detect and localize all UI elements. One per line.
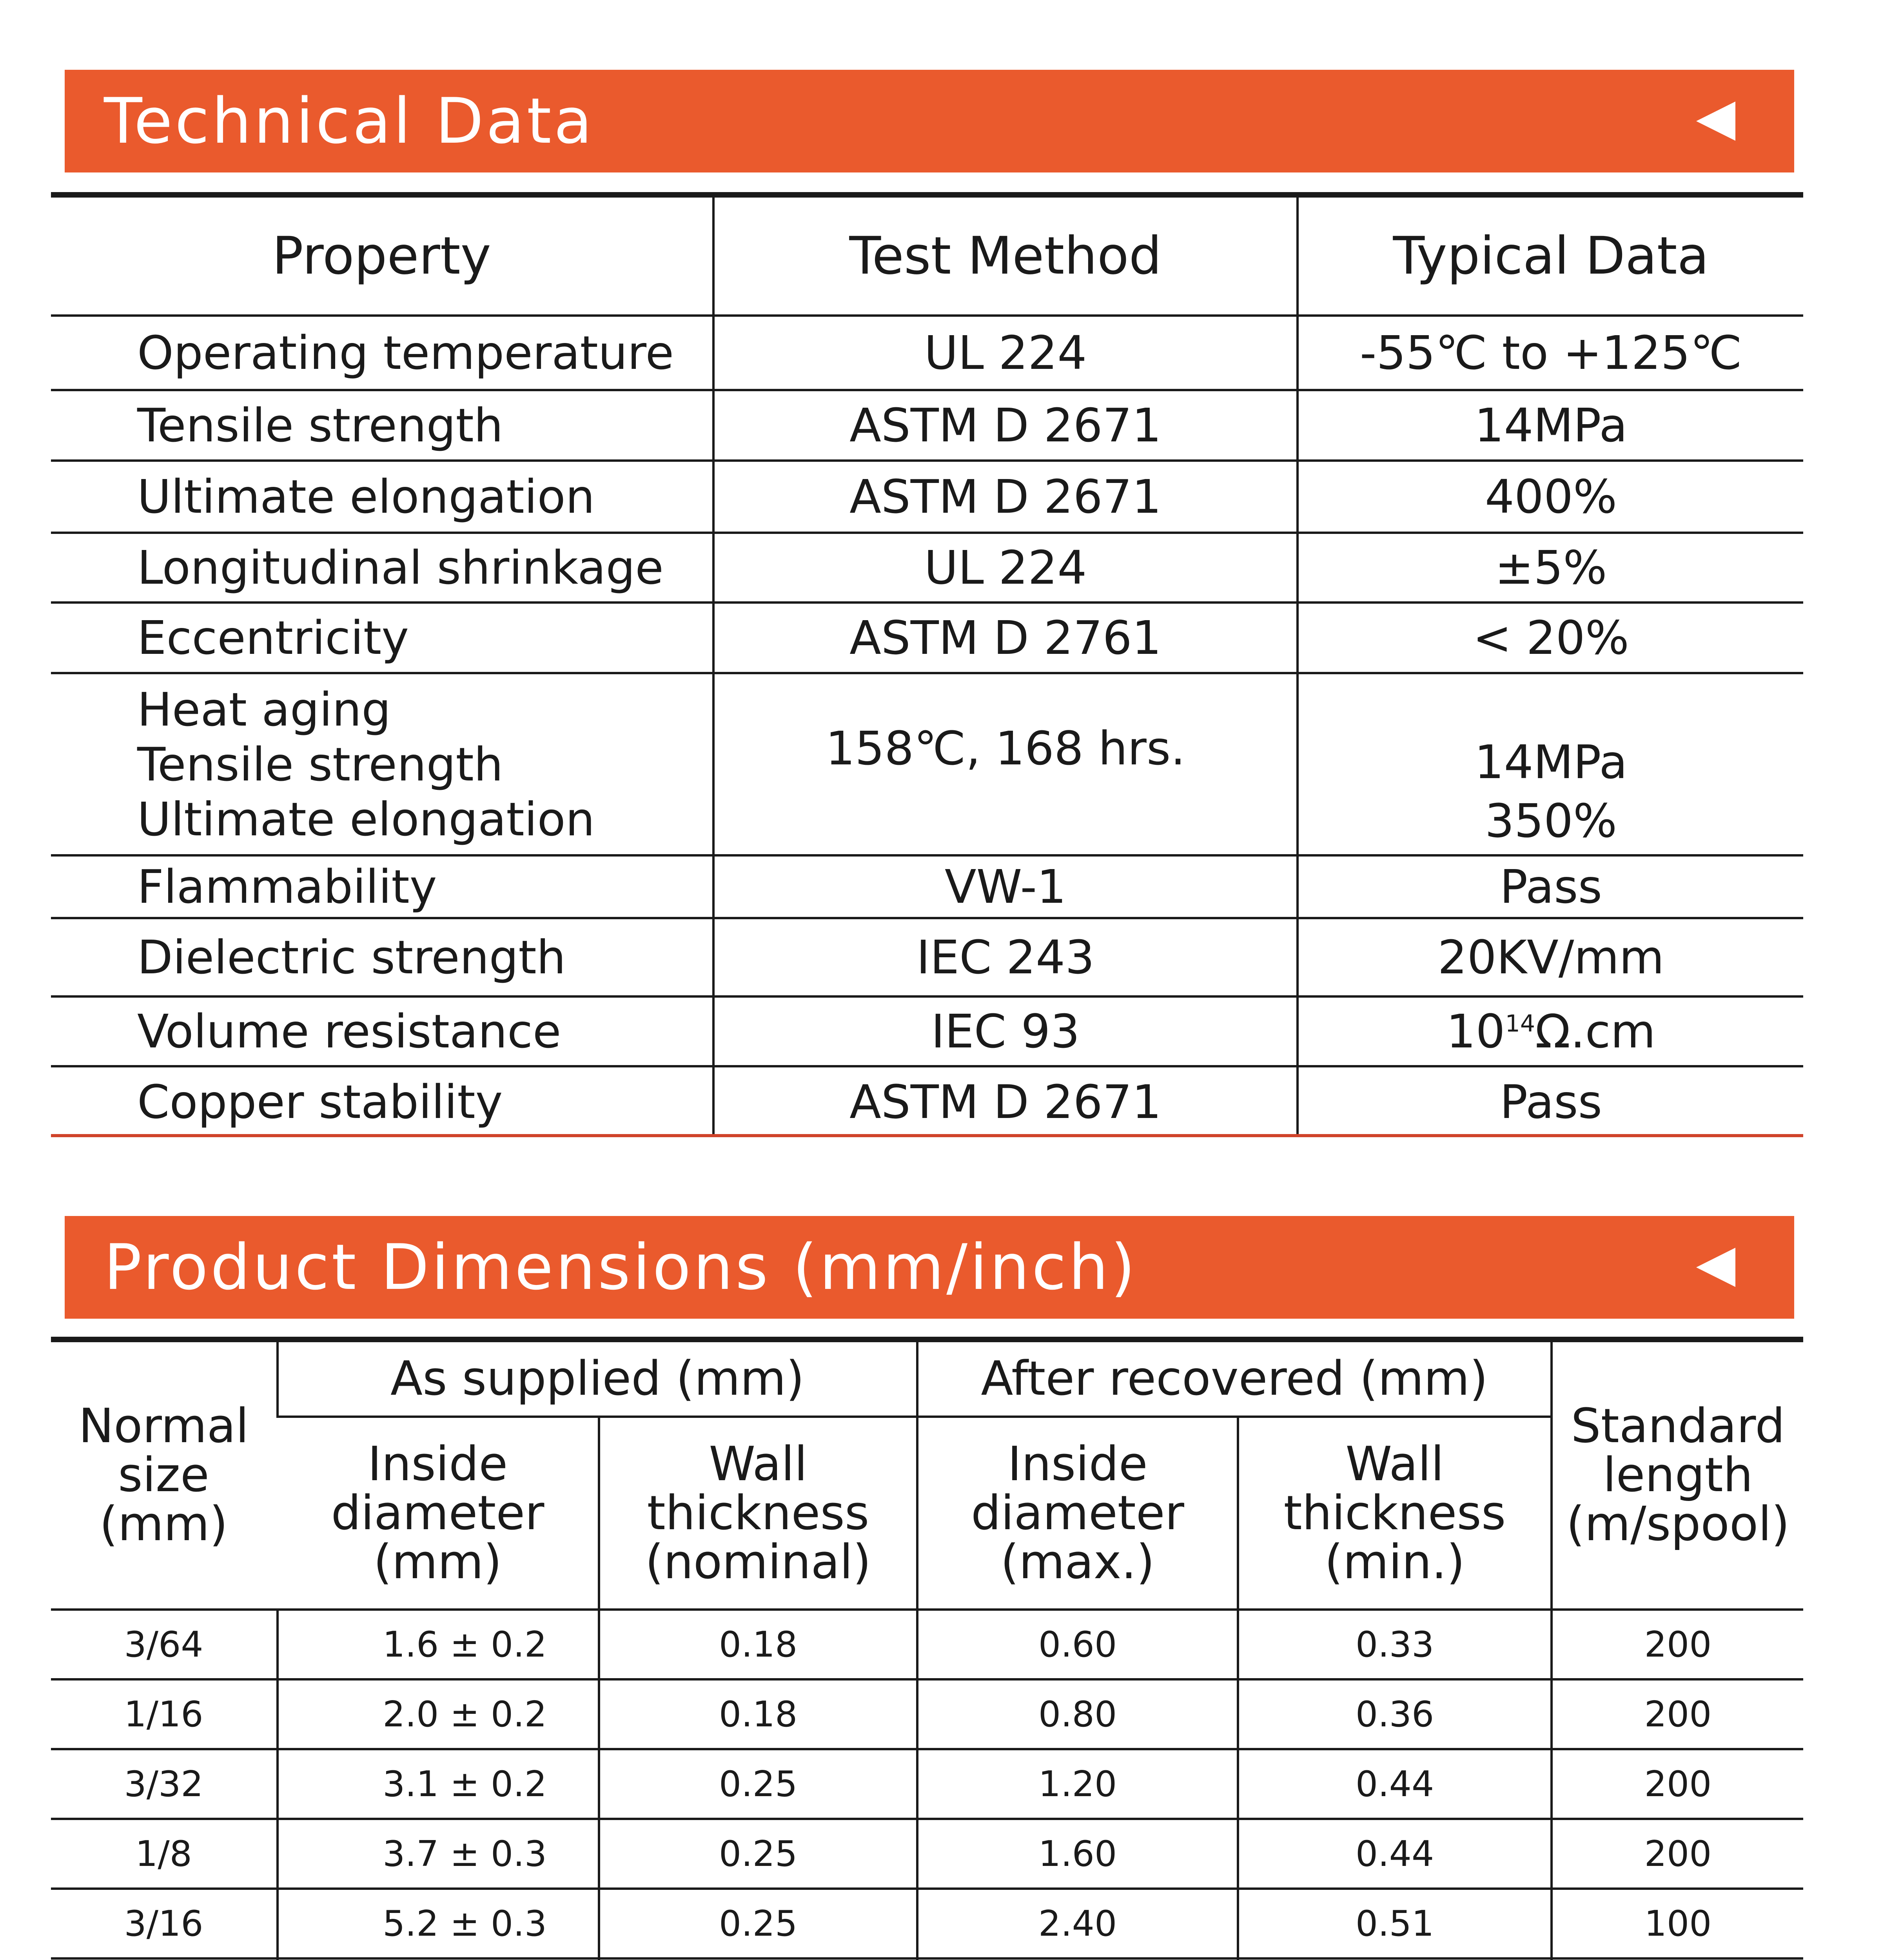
table-row: [51, 1749, 1803, 1819]
row-property: Dielectric strength: [51, 918, 713, 996]
row-typical-data: < 20%: [1298, 603, 1803, 673]
cell-normal-size: 1/8: [51, 1819, 278, 1889]
row-typical-data: ±5%: [1298, 533, 1803, 603]
product-dimensions-table: [51, 1342, 1803, 1960]
cell-standard-length: [1552, 1958, 1803, 1960]
header-inside-diameter-max: Inside diameter (max.): [917, 1417, 1238, 1610]
row-property: Eccentricity: [51, 603, 713, 673]
technical-bottom-rule: [51, 1134, 1803, 1137]
row-property: [51, 673, 713, 855]
header-wall-thickness-min: Wall thickness (min.): [1238, 1417, 1552, 1610]
cell-inside-diameter-max: 1.60: [917, 1819, 1238, 1889]
cell-standard-length: 100: [1552, 1889, 1803, 1958]
cell-inside-diameter: [278, 1958, 599, 1960]
table-row: [51, 1819, 1803, 1889]
cell-normal-size: 3/64: [51, 1610, 278, 1679]
table-row: [51, 1889, 1803, 1958]
technical-data-banner: [65, 70, 1794, 172]
row-typical-data: [1298, 996, 1803, 1066]
cell-inside-diameter: 3.1 ± 0.2: [278, 1749, 599, 1819]
heat-aging-label: Heat aging: [137, 682, 391, 737]
row-test-method: UL 224: [713, 316, 1298, 390]
row-typical-data: 20KV/mm: [1298, 918, 1803, 996]
cell-wall-thickness-nominal: 0.18: [599, 1679, 917, 1749]
cell-inside-diameter-max: 1.20: [917, 1749, 1238, 1819]
cell-wall-thickness-min: 0.44: [1238, 1749, 1552, 1819]
table-row: [51, 918, 1803, 996]
table-row: [51, 1610, 1803, 1679]
dimensions-banner: [65, 1216, 1794, 1319]
cell-wall-thickness-nominal: 0.18: [599, 1610, 917, 1679]
technical-data-title: Technical Data: [104, 84, 595, 158]
cell-wall-thickness-min: 0.51: [1238, 1889, 1552, 1958]
row-typical-data: -55℃ to +125℃: [1298, 316, 1803, 390]
row-property: Tensile strength: [51, 390, 713, 461]
group-header-row: [51, 1342, 1803, 1417]
cell-normal-size: 3/32: [51, 1749, 278, 1819]
ultimate-elongation-label: Ultimate elongation: [137, 792, 595, 846]
technical-data-table: [51, 198, 1803, 1136]
header-standard-length: Standard length (m/spool): [1552, 1342, 1803, 1610]
cell-standard-length: 200: [1552, 1679, 1803, 1749]
row-property: Ultimate elongation: [51, 461, 713, 533]
resistance-base: 10: [1446, 1004, 1505, 1058]
dimensions-title: Product Dimensions (mm/inch): [104, 1230, 1138, 1304]
table-row-heat-aging: [51, 673, 1803, 855]
row-test-method: ASTM D 2671: [713, 390, 1298, 461]
row-property: Volume resistance: [51, 996, 713, 1066]
header-normal-size: Normal size (mm): [51, 1342, 278, 1610]
header-property: Property: [51, 198, 713, 316]
cell-wall-thickness-min: 0.33: [1238, 1610, 1552, 1679]
row-test-method: ASTM D 2671: [713, 461, 1298, 533]
row-property: Copper stability: [137, 1074, 503, 1129]
cell-normal-size: 3/16: [51, 1889, 278, 1958]
table-row: [51, 390, 1803, 461]
cell-inside-diameter-max: 2.40: [917, 1889, 1238, 1958]
row-test-method: VW-1: [713, 855, 1298, 918]
row-typical-data: [1298, 673, 1803, 855]
table-header-row: [51, 198, 1803, 316]
row-test-method: UL 224: [713, 533, 1298, 603]
cell-standard-length: 200: [1552, 1610, 1803, 1679]
header-typical-data: Typical Data: [1298, 198, 1803, 316]
row-test-method: 158℃, 168 hrs.: [713, 673, 1298, 855]
cell-wall-thickness-nominal: 0.25: [599, 1749, 917, 1819]
tensile-strength-value: 14MPa: [1474, 735, 1628, 789]
table-row: [51, 603, 1803, 673]
row-typical-data: Pass: [1298, 855, 1803, 918]
table-row: [51, 1958, 1803, 1960]
dimensions-body: [51, 1610, 1803, 1960]
table-row: [51, 855, 1803, 918]
cell-inside-diameter-max: 0.60: [917, 1610, 1238, 1679]
row-typical-data: 14MPa: [1298, 390, 1803, 461]
row-property: Longitudinal shrinkage: [51, 533, 713, 603]
header-inside-diameter: Inside diameter (mm): [278, 1417, 599, 1610]
header-test-method: Test Method: [713, 198, 1298, 316]
cell-standard-length: 200: [1552, 1819, 1803, 1889]
row-test-method: IEC 93: [713, 996, 1298, 1066]
header-after-recovered: After recovered (mm): [917, 1342, 1552, 1417]
header-wall-thickness-nominal: Wall thickness (nominal): [599, 1417, 917, 1610]
cell-wall-thickness-min: 0.36: [1238, 1679, 1552, 1749]
cell-inside-diameter: 1.6 ± 0.2: [278, 1610, 599, 1679]
cell-wall-thickness-nominal: [599, 1958, 917, 1960]
table-row: [51, 1679, 1803, 1749]
table-row: [51, 461, 1803, 533]
table-row: [51, 996, 1803, 1066]
ultimate-elongation-value: 350%: [1485, 794, 1617, 848]
cell-normal-size: 1/16: [51, 1679, 278, 1749]
tensile-strength-label: Tensile strength: [137, 737, 503, 791]
row-typical-data: Pass: [1298, 1066, 1803, 1136]
cell-inside-diameter-max: 0.80: [917, 1679, 1238, 1749]
cell-standard-length: 200: [1552, 1749, 1803, 1819]
dimensions-top-rule: [51, 1337, 1803, 1342]
resistance-unit: Ω.cm: [1535, 1004, 1656, 1058]
row-test-method: IEC 243: [713, 918, 1298, 996]
row-property: Flammability: [51, 855, 713, 918]
resistance-exponent: 14: [1505, 1010, 1535, 1038]
cell-inside-diameter: 5.2 ± 0.3: [278, 1889, 599, 1958]
header-as-supplied: As supplied (mm): [278, 1342, 917, 1417]
cell-wall-thickness-nominal: 0.25: [599, 1819, 917, 1889]
left-triangle-icon: [1696, 1248, 1735, 1287]
cell-wall-thickness-min: [1238, 1958, 1552, 1960]
cell-wall-thickness-min: 0.44: [1238, 1819, 1552, 1889]
cell-inside-diameter: 3.7 ± 0.3: [278, 1819, 599, 1889]
cell-wall-thickness-nominal: 0.25: [599, 1889, 917, 1958]
row-property: Operating temperature: [51, 316, 713, 390]
row-typical-data: 400%: [1298, 461, 1803, 533]
table-row: [51, 316, 1803, 390]
table-row: [51, 533, 1803, 603]
sub-header-row: [51, 1417, 1803, 1610]
cell-inside-diameter-max: [917, 1958, 1238, 1960]
cell-normal-size: [51, 1958, 278, 1960]
technical-top-rule: [51, 192, 1803, 198]
cell-inside-diameter: 2.0 ± 0.2: [278, 1679, 599, 1749]
left-triangle-icon: [1696, 102, 1735, 141]
row-test-method: ASTM D 2671: [713, 1066, 1298, 1136]
row-test-method: ASTM D 2761: [713, 603, 1298, 673]
table-row: [51, 1066, 1803, 1136]
